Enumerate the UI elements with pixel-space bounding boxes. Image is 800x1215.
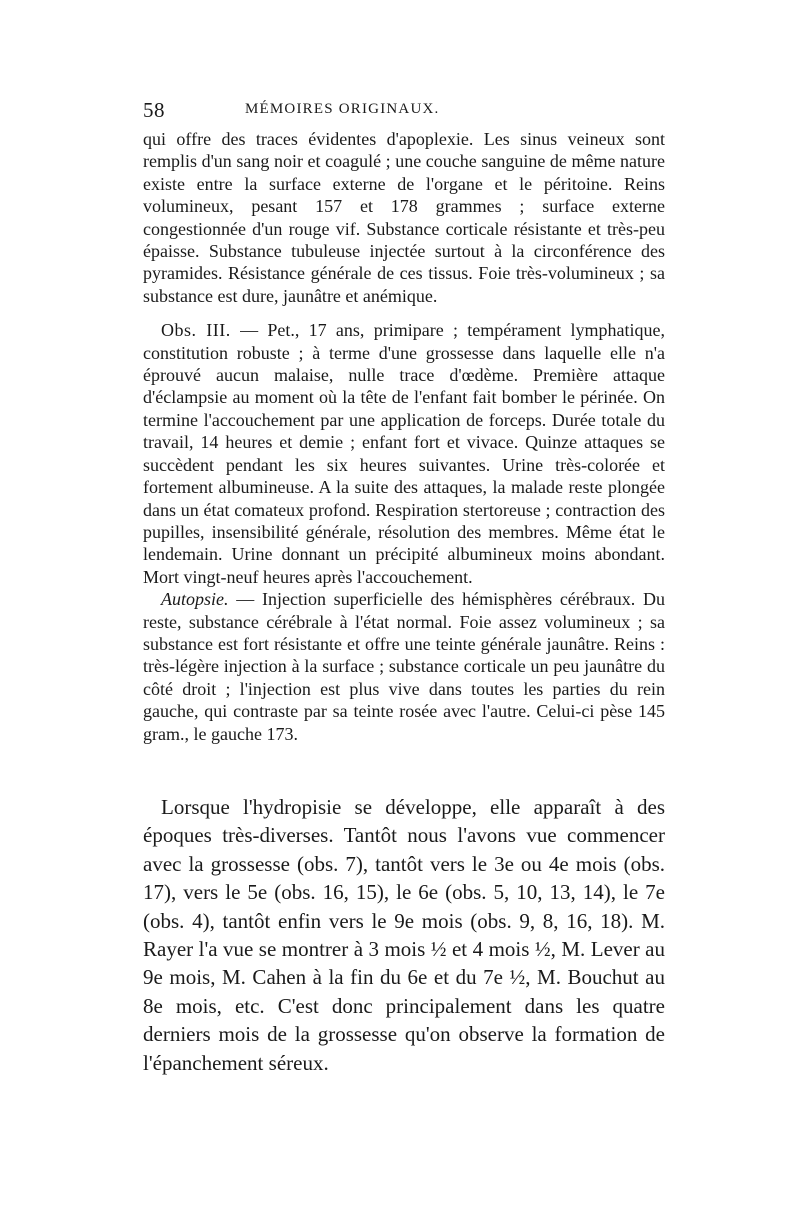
observation-label: Obs. III. [161,320,231,341]
page-header [143,98,663,124]
main-text [143,793,665,1077]
observation-paragraph [143,319,665,588]
main-paragraph: Lorsque l'hydropisie se développe, elle apparaît à des époques très-diverses. Tantôt nous l'avons vue commencer avec la grossesse (obs. 7), tantôt vers le 3e ou 4e mois (obs. 17), vers le 5e (obs. 16, 15), le 6e (obs. 5, 10, 13, 14), le 7e (obs. 4), tantôt enfin vers le 9e mois (obs. 9, 8, 16, 18). M. Rayer l'a vue se montrer à 3 mois ½ et 4 mois ½, M. Lever au 9e mois, M. Cahen à la fin du 6e et du 7e ½, M. Bouchut au 8e mois, etc. C'est donc principalement dans les quatre derniers mois de la grossesse qu'on observe la formation de l'épanchement séreux. [143,795,665,1075]
running-title: MÉMOIRES ORIGINAUX. [245,101,440,117]
autopsie-label: Autopsie. [161,589,229,610]
observation-text: — Pet., 17 ans, primipare ; tempérament lymphatique, constitution robuste ; à terme d'une grossesse dans laquelle elle n'a éprouvé aucun malaise, nulle trace d'œdème. Première attaque d'éclampsie au moment où la tête de l'enfant fait bomber le périnée. On termine l'accouchement par une application de forceps. Durée totale du travail, 14 heures et demie ; enfant fort et vivace. Quinze attaques se succèdent pendant les six heures suivantes. Urine très-colorée et fortement albumineuse. A la suite des attaques, la malade reste plongée dans un état comateux profond. Respiration stertoreuse ; contraction des pupilles, insensibilité générale, résolution des membres. Même état le lendemain. Urine donnant un précipité albumineux moins abondant. Mort vingt-neuf heures après l'accouchement. [143,320,665,587]
continued-paragraph: qui offre des traces évidentes d'apoplexie. Les sinus veineux sont remplis d'un sang noir et coagulé ; une couche sanguine de même nature existe entre la surface externe de l'organe et le péritoine. Reins volumineux, pesant 157 et 178 grammes ; surface externe congestionnée d'un rouge vif. Substance corticale résistante et très-peu épaisse. Substance tubuleuse injectée surtout à la circonférence des pyramides. Résistance générale de ces tissus. Foie très-volumineux ; sa substance est dure, jaunâtre et anémique. [143,129,665,306]
page-number: 58 [143,98,165,122]
autopsie-text: — Injection superficielle des hémisphères cérébraux. Du reste, substance cérébrale à l'état normal. Foie assez volumineux ; sa substance est fort résistante et offre une teinte générale jaunâtre. Reins : très-légère injection à la surface ; substance corticale un peu jaunâtre du côté droit ; l'injection est plus vive dans toutes les parties du rein gauche, qui contraste par sa teinte rosée avec l'autre. Celui-ci pèse 145 gram., le gauche 173. [143,589,665,744]
autopsie-paragraph [143,588,665,745]
case-notes [143,128,665,745]
